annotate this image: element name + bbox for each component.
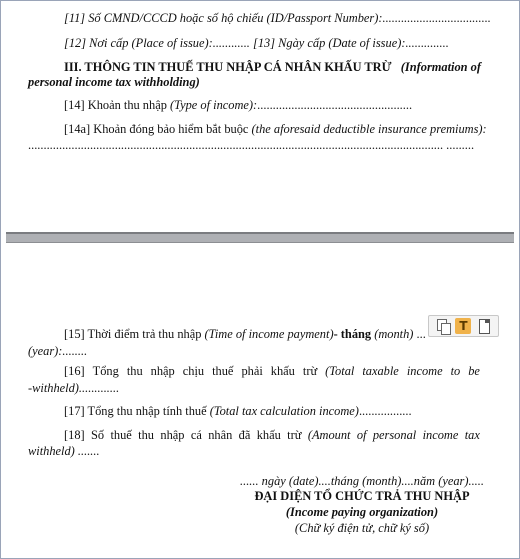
word: khấu xyxy=(270,364,295,378)
page-icon[interactable] xyxy=(476,318,492,334)
word: (Amount xyxy=(307,428,351,442)
word: to xyxy=(450,364,461,378)
word: [18] xyxy=(64,428,85,442)
word: trừ xyxy=(287,428,302,442)
word: personal xyxy=(372,428,417,442)
floating-toolbar xyxy=(428,315,499,337)
word: trừ xyxy=(302,364,318,378)
payment-year-line: (year):........ xyxy=(28,344,88,358)
document-page-2 xyxy=(6,243,514,553)
signature-title-en: (Income paying organization) xyxy=(285,505,439,519)
word: be xyxy=(468,364,480,378)
word: income xyxy=(422,428,459,442)
word: thu xyxy=(126,364,143,378)
text-select-icon[interactable]: T xyxy=(455,318,471,334)
section-3-heading xyxy=(64,59,481,75)
word: Tổng xyxy=(92,364,119,378)
section-3-title-en-2: personal income tax withholding) xyxy=(28,75,200,89)
word: of xyxy=(356,428,367,442)
word: thuế xyxy=(212,364,234,378)
income-type-line: [14] Khoản thu nhập (Type of income):.................................................. xyxy=(64,98,413,112)
word: thuế xyxy=(110,428,132,442)
word: nhập xyxy=(160,428,185,442)
section-3-title-en-1: (Information of xyxy=(400,60,481,74)
word: chịu xyxy=(182,364,205,378)
signature-date-line: ...... ngày (date)....tháng (month)....năm (year)..... xyxy=(240,474,484,488)
word: (Total xyxy=(325,364,355,378)
signature-title: ĐẠI DIỆN TỔ CHỨC TRẢ THU NHẬP xyxy=(254,489,470,503)
section-3-title: III. THÔNG TIN THUẾ THU NHẬP CÁ NHÂN KHẤU TRỪ xyxy=(64,60,392,74)
total-taxable-income-line xyxy=(64,363,480,379)
word: tax xyxy=(464,428,480,442)
signature-note: (Chữ ký điện tử, chữ ký số) xyxy=(294,521,430,535)
copy-icon[interactable] xyxy=(435,318,451,334)
word: khấu xyxy=(256,428,281,442)
place-date-issue-line: [12] Nơi cấp (Place of issue):............ [13] Ngày cấp (Date of issue):.............. xyxy=(64,36,449,50)
word: phải xyxy=(241,364,263,378)
document-page-1 xyxy=(6,3,514,232)
word: đã xyxy=(238,428,251,442)
word: thu xyxy=(138,428,155,442)
page-separator xyxy=(6,232,514,243)
tax-withheld-cont: withheld) ....... xyxy=(28,444,100,458)
word: taxable xyxy=(362,364,399,378)
insurance-premiums-line: [14a] Khoản đóng bảo hiểm bắt buộc (the aforesaid deductible insurance premiums): xyxy=(64,122,487,136)
dotted-fill-line: ...................................................................................................................................... ......... xyxy=(28,138,475,152)
tax-calculation-income-line: [17] Tổng thu nhập tính thuế (Total tax calculation income)................. xyxy=(64,404,412,418)
word: nhập xyxy=(150,364,175,378)
word: nhân xyxy=(208,428,233,442)
tax-withheld-line xyxy=(64,427,480,443)
payment-time-line: [15] Thời điểm trả thu nhập (Time of income payment)- tháng (month) ... xyxy=(64,327,426,341)
word: cá xyxy=(190,428,202,442)
word: Số xyxy=(91,428,105,442)
total-taxable-income-cont: -withheld)............. xyxy=(28,381,120,395)
id-number-line: [11] Số CMND/CCCD hoặc số hộ chiếu (ID/Passport Number):................................... xyxy=(64,11,491,25)
word: income xyxy=(406,364,443,378)
word: [16] xyxy=(64,364,85,378)
